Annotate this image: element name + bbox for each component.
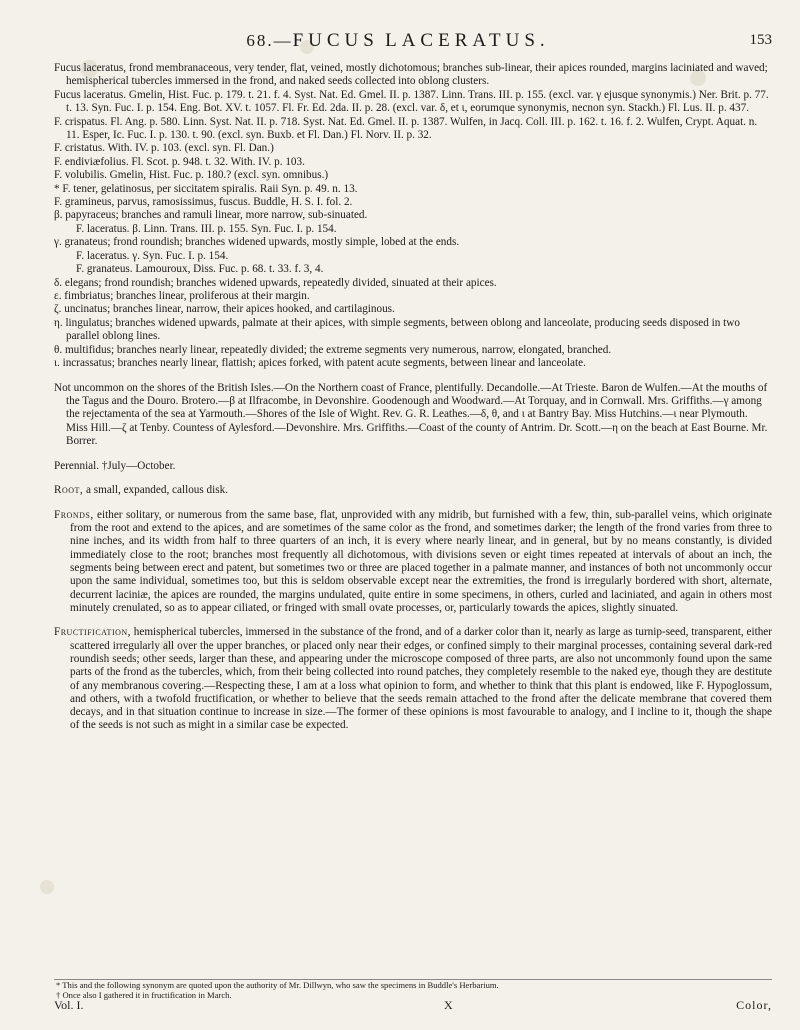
synonym-entry: F. volubilis. Gmelin, Hist. Fuc. p. 180.? (excl. syn. omnibus.) [54,169,329,182]
desc-label: Fructification, [54,626,131,639]
synonym-entry: F. crispatus. Fl. Ang. p. 580. Linn. Syst. Nat. II. p. 718. Syst. Nat. Ed. Gmel. II. p. 1387. Wulfen, in Jacq. Coll. III. p. 162. t. 16. f. 2. Wulfen, Crypt. Aquat. n. 11. Esper, Ic. Fuc. I. p. 130. t. 90. (excl. syn. Buxb. et Fl. Dan.) Fl. Norv. II. p. 32. [54,115,758,142]
variety-entry: γ. granateus; frond roundish; branches widened upwards, mostly simple, lobed at the ends. [54,236,460,249]
species-name: LACERATUS. [385,30,550,51]
desc-text: either solitary, or numerous from the same base, flat, unprovided with any midrib, but furnished with a few, thin, sub-parallel veins, which originate from the root and extend to the apices, and are sometimes of the same color as the frond, and sometimes darker; the length of the frond varies from three to nine inches, and its width from half to three quarters of an inch, it is every where nearly linear, and in general, but by no means constantly, is divided immediately close to the root; branches most frequently all dichotomous, with divisions seven or eight times repeated at intervals of about an inch, the segments being between erect and patent, but sometimes two or three are placed together in a palmate manner, and instances of both not uncommonly occur upon the same individual, sometimes too, but this is seldom observable except near the extremities, the frond is irregularly bordered with short, alternate, decurrent laciniæ, the apices are rounded, the margins undulated, quite entire in some specimens, in others, curled and laciniated, and again in others most minutely crenulated, so as to appear ciliated, or fringed with small ovate processes, or, particularly towards the apices, slightly sinuated. [70,508,772,614]
variety-entry: δ. elegans; frond roundish; branches widened upwards, repeatedly divided, sinuated at their apices. [54,276,497,289]
synonym-entry: F. endiviæfolius. Fl. Scot. p. 948. t. 32. With. IV. p. 103. [54,155,305,168]
footnotes [54,975,772,1001]
variety-entry: ι. incrassatus; branches nearly linear, flattish; apices forked, with patent acute segments, between linear and lanceolate. [54,356,586,369]
synonym-entry: * F. tener, gelatinosus, per siccitatem spiralis. Raii Syn. p. 49. n. 13. [54,182,358,195]
synonym-entry: F. cristatus. With. IV. p. 103. (excl. syn. Fl. Dan.) [54,142,274,155]
desc-text: a small, expanded, callous disk. [83,484,228,497]
variety-synonym: F. granateus. Lamouroux, Diss. Fuc. p. 68. t. 33. f. 3, 4. [76,263,324,276]
running-header [84,26,772,62]
variety-entry: θ. multifidus; branches nearly linear, repeatedly divided; the extreme segments very numerous, narrow, elongated, branched. [54,343,612,356]
description-block [54,484,772,732]
synonymy-block [54,62,772,370]
variety-entry: ζ. uncinatus; branches linear, narrow, their apices hooked, and cartilaginous. [54,303,395,316]
desc-label: Fronds, [54,508,94,521]
desc-label: Root, [54,484,84,497]
footnote: † Once also I gathered it in fructification in March. [56,990,232,1001]
variety-entry: β. papyraceus; branches and ramuli linear, more narrow, sub-sinuated. [54,209,368,222]
volume-label: Vol. I. [54,998,84,1012]
diagnosis: Fucus laceratus, frond membranaceous, very tender, flat, veined, mostly dichotomous; branches sub-linear, their apices rounded, margins laciniated and waved; hemispherical tubercles immersed in the frond, and naked seeds collected into oblong clusters. [54,62,768,88]
page [54,26,772,736]
synonym-entry: F. gramineus, parvus, ramosissimus, fuscus. Buddle, H. S. I. fol. 2. [54,196,353,209]
description-fructification [54,626,772,732]
footnote: * This and the following synonym are quoted upon the authority of Mr. Dillwyn, who saw the specimens in Buddle's Herbarium. [56,980,499,990]
paper-stain [40,880,54,894]
page-number: 153 [749,32,772,48]
variety-synonym: F. laceratus. γ. Syn. Fuc. I. p. 154. [76,249,229,262]
localities-block [54,382,772,449]
genus-name: FUCUS [292,30,379,51]
variety-entry: ε. fimbriatus; branches linear, proliferous at their margin. [54,289,310,302]
catchword: Color, [736,998,772,1012]
desc-text: hemispherical tubercles, immersed in the substance of the frond, and of a darker color than it, nearly as large as turnip-seed, transparent, either scattered irregularly all over the upper branches, or placed only near their edges, or confined simply to their marginal processes, containing several dark-red roundish seeds; other seeds, larger than these, and appearing under the microscope composed of three parts, are also not uncommonly found upon the same parts of the frond as the tubercles, which, from their being collected into round patches, they completely resemble to the naked eye, though they are destitute of any membranous covering.—Respecting these, I am at a loss what opinion to form, and whether to think that this plant is endowed, like F. Hypoglossum, and others, with a twofold fructification, or whether to believe that the seeds remain attached to the frond after the delicate membrane that covered them decays, and in that situation continue to increase in size.—The former of these opinions is most favourable to analogy, and I incline to it, though the shape of the seeds is not such as might in a similar case be expected. [70,626,772,732]
signature-mark: X [444,998,453,1012]
species-number: 68. [246,31,274,50]
description-root [54,484,772,497]
species-heading: 68.—FUCUS LACERATUS. [246,30,550,51]
variety-synonym: F. laceratus. β. Linn. Trans. III. p. 155. Syn. Fuc. I. p. 154. [76,222,337,235]
duration: Perennial. †July—October. [54,459,176,472]
description-fronds [54,509,772,615]
synonym-entry: Fucus laceratus. Gmelin, Hist. Fuc. p. 179. t. 21. f. 4. Syst. Nat. Ed. Gmel. II. p. 1387. Linn. Trans. III. p. 155. (excl. var. γ ejusque synonymis.) Ner. Brit. p. 77. t. 13. Syn. Fuc. I. p. 154. Eng. Bot. XV. t. 1057. Fl. Fr. Ed. 2da. II. p. 28. (excl. var. δ, et ι, eorumque synonymis, necnon syn. Stackh.) Fl. Lus. II. p. 437. [54,88,769,115]
localities-text: Not uncommon on the shores of the British Isles.—On the Northern coast of France, plentifully. Decandolle.—At Trieste. Baron de Wulfen.—At the mouths of the Tagus and the Douro. Brotero.—β at Ilfracombe, in Devonshire. Goodenough and Woodward.—At Torquay, and in Cornwall. Mrs. Griffiths.—γ among the rejectamenta of the sea at Yarmouth.—Shores of the Isle of Wight. Rev. G. R. Leathes.—δ, θ, and ι at Bantry Bay. Miss Hutchins.—ι near Plymouth. Miss Hill.—ζ at Tenby. Countess of Aylesford.—Devonshire. Mrs. Griffiths.—Coast of the county of Antrim. Dr. Scott.—η on the beach at East Bourne. Mr. Borrer. [54,381,768,448]
variety-entry: η. lingulatus; branches widened upwards, palmate at their apices, with simple segments, between oblong and lanceolate, producing seeds disposed in two parallel oblong lines. [54,316,740,343]
